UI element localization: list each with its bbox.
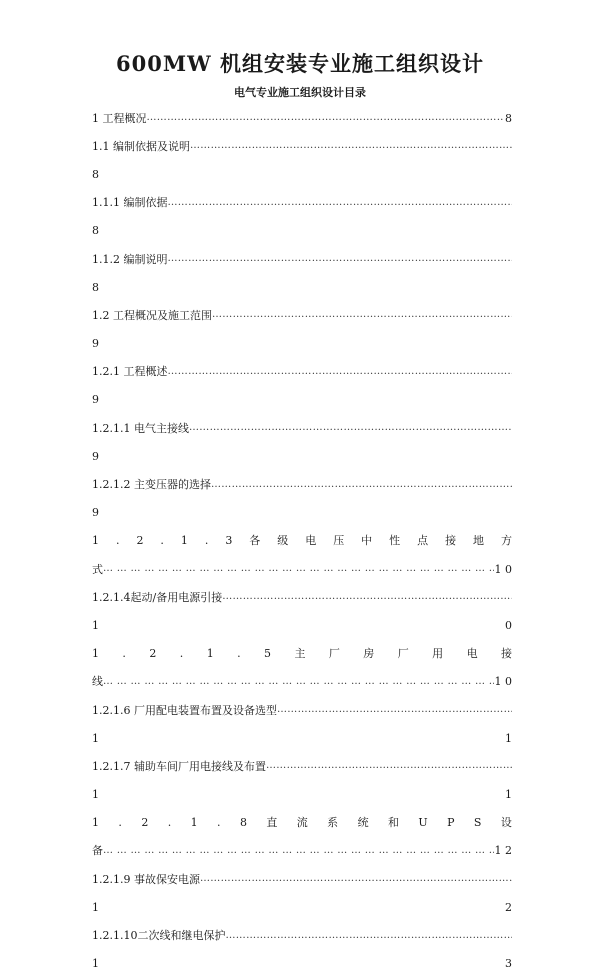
- toc-char: .: [179, 647, 184, 661]
- toc-char: 接: [500, 647, 512, 661]
- toc-leader-dots: [103, 846, 494, 856]
- toc-char: .: [237, 647, 241, 661]
- toc-char: 直: [266, 816, 278, 830]
- toc-page-line: [92, 442, 512, 470]
- toc-page-number: 1 0: [494, 562, 512, 576]
- toc-entry-label: 1.2.1.9 事故保安电源: [92, 872, 200, 886]
- toc-char: 2: [141, 816, 149, 830]
- toc-entry-justified[interactable]: [92, 527, 512, 555]
- toc-char: 流: [296, 816, 308, 830]
- toc-entry-label: 1.2.1.4起动/备用电源引接: [92, 590, 223, 604]
- toc-entry-label: 1.2.1 工程概述: [92, 365, 168, 379]
- toc-char: 方: [501, 534, 512, 548]
- toc-entry[interactable]: [92, 555, 512, 583]
- toc-char: 地: [473, 534, 485, 548]
- toc-page-digit: 1: [505, 731, 512, 745]
- toc-entry[interactable]: [92, 752, 512, 780]
- toc-char: 接: [445, 534, 457, 548]
- toc-leader-dots: [103, 677, 494, 687]
- toc-page-digit: 3: [505, 957, 512, 971]
- toc-entry-label: 1 工程概况: [92, 111, 147, 125]
- toc-char: 点: [417, 534, 429, 548]
- toc-page-digit: 2: [505, 900, 512, 914]
- table-of-contents: [92, 104, 512, 978]
- toc-entry[interactable]: [92, 696, 512, 724]
- toc-char: .: [118, 816, 122, 830]
- toc-entry[interactable]: [92, 245, 512, 273]
- toc-page-number: 1 2: [494, 844, 512, 858]
- toc-leader-dots: [168, 254, 513, 264]
- toc-entry-label: 1.2.1.1 电气主接线: [92, 421, 189, 435]
- toc-char: 1: [92, 816, 99, 830]
- toc-entry[interactable]: [92, 921, 512, 949]
- toc-page-line: [92, 499, 512, 527]
- toc-entry-label: 1.2 工程概况及施工范围: [92, 308, 212, 322]
- toc-entry-label: 1.1.1 编制依据: [92, 196, 168, 210]
- toc-entry-label: 1.2.1.2 主变压器的选择: [92, 478, 211, 492]
- toc-leader-dots: [212, 310, 512, 320]
- toc-entry-label: 1.1.2 编制说明: [92, 252, 168, 266]
- toc-page-digit: 1: [92, 788, 99, 802]
- toc-entry[interactable]: [92, 668, 512, 696]
- toc-entry[interactable]: [92, 104, 512, 132]
- toc-page-number: 8: [92, 167, 99, 181]
- toc-leader-dots: [147, 113, 505, 123]
- toc-char: S: [473, 816, 482, 830]
- toc-entry-label: 1.2.1.10二次线和继电保护: [92, 929, 226, 943]
- toc-entry[interactable]: [92, 189, 512, 217]
- toc-page-digit: 1: [92, 900, 99, 914]
- toc-page-digit: 1: [505, 788, 512, 802]
- toc-leader-dots: [200, 874, 512, 884]
- toc-page-line: [92, 724, 512, 752]
- toc-char: .: [115, 534, 120, 548]
- toc-char: 厂: [328, 647, 340, 661]
- toc-page-line: [92, 950, 512, 978]
- toc-entry-label: 线: [92, 675, 103, 689]
- toc-heading: 电气专业施工组织设计目录: [234, 86, 366, 99]
- toc-page-number: 9: [92, 393, 99, 407]
- toc-leader-dots: [103, 564, 494, 574]
- toc-page-digit: 1: [92, 731, 99, 745]
- toc-page-number: 1 0: [494, 675, 512, 689]
- toc-leader-dots: [168, 198, 513, 208]
- toc-char: 2: [149, 647, 157, 661]
- toc-entry[interactable]: [92, 470, 512, 498]
- toc-leader-dots: [277, 705, 512, 715]
- toc-char: 房: [363, 647, 375, 661]
- toc-page-digit: 1: [92, 957, 99, 971]
- toc-page-number: 9: [92, 449, 99, 463]
- toc-char: 和: [387, 816, 399, 830]
- toc-page-line: [92, 273, 512, 301]
- toc-char: 1: [180, 534, 188, 548]
- toc-char: 5: [264, 647, 272, 661]
- toc-page-digit: 0: [505, 618, 512, 632]
- toc-page-line: [92, 386, 512, 414]
- toc-char: 电: [305, 534, 317, 548]
- toc-char: .: [204, 534, 209, 548]
- toc-page-number: 8: [505, 111, 512, 125]
- toc-leader-dots: [211, 480, 512, 490]
- toc-entry[interactable]: [92, 301, 512, 329]
- toc-entry[interactable]: [92, 865, 512, 893]
- toc-leader-dots: [190, 141, 512, 151]
- toc-entry[interactable]: [92, 837, 512, 865]
- toc-entry[interactable]: [92, 132, 512, 160]
- toc-char: 1: [92, 534, 99, 548]
- toc-char: 性: [389, 534, 401, 548]
- toc-char: 用: [432, 647, 444, 661]
- toc-char: 电: [466, 647, 478, 661]
- toc-char: .: [217, 816, 221, 830]
- toc-page-line: [92, 893, 512, 921]
- toc-char: 1: [92, 647, 99, 661]
- toc-char: P: [447, 816, 455, 830]
- toc-page-line: [92, 611, 512, 639]
- toc-char: 级: [277, 534, 289, 548]
- toc-char: 统: [357, 816, 369, 830]
- toc-char: 系: [327, 816, 339, 830]
- toc-char: 设: [500, 816, 512, 830]
- toc-page-digit: 1: [92, 618, 99, 632]
- toc-entry-justified[interactable]: [92, 809, 512, 837]
- toc-entry-justified[interactable]: [92, 640, 512, 668]
- toc-entry-label: 1.2.1.7 辅助车间厂用电接线及布置: [92, 759, 266, 773]
- toc-char: .: [160, 534, 164, 548]
- toc-leader-dots: [168, 367, 513, 377]
- toc-page-line: [92, 160, 512, 188]
- toc-char: .: [167, 816, 172, 830]
- toc-char: U: [418, 816, 428, 830]
- toc-entry-label: 1.2.1.6 厂用配电装置布置及设备选型: [92, 703, 277, 717]
- toc-char: 2: [136, 534, 144, 548]
- toc-entry-label: 备: [92, 844, 103, 858]
- toc-entry-label: 1.1 编制依据及说明: [92, 139, 190, 153]
- document-title: 600MW 机组安装专业施工组织设计: [116, 51, 484, 76]
- toc-page-number: 8: [92, 280, 99, 294]
- toc-page-number: 9: [92, 506, 99, 520]
- toc-page-number: 8: [92, 224, 99, 238]
- toc-entry[interactable]: [92, 583, 512, 611]
- toc-entry[interactable]: [92, 358, 512, 386]
- toc-leader-dots: [222, 592, 512, 602]
- toc-char: 中: [361, 534, 373, 548]
- toc-char: .: [122, 647, 126, 661]
- toc-char: 主: [294, 647, 306, 661]
- toc-char: 8: [239, 816, 247, 830]
- toc-page-line: [92, 330, 512, 358]
- toc-char: 各: [249, 534, 261, 548]
- toc-char: 压: [333, 534, 345, 548]
- toc-char: 厂: [397, 647, 409, 661]
- toc-page-line: [92, 217, 512, 245]
- toc-entry[interactable]: [92, 414, 512, 442]
- toc-char: 3: [225, 534, 233, 548]
- toc-leader-dots: [189, 423, 512, 433]
- toc-leader-dots: [266, 761, 512, 771]
- toc-entry-label: 式: [92, 562, 103, 576]
- toc-leader-dots: [225, 931, 512, 941]
- toc-char: 1: [206, 647, 214, 661]
- toc-char: 1: [190, 816, 198, 830]
- toc-page-number: 9: [92, 337, 99, 351]
- toc-page-line: [92, 781, 512, 809]
